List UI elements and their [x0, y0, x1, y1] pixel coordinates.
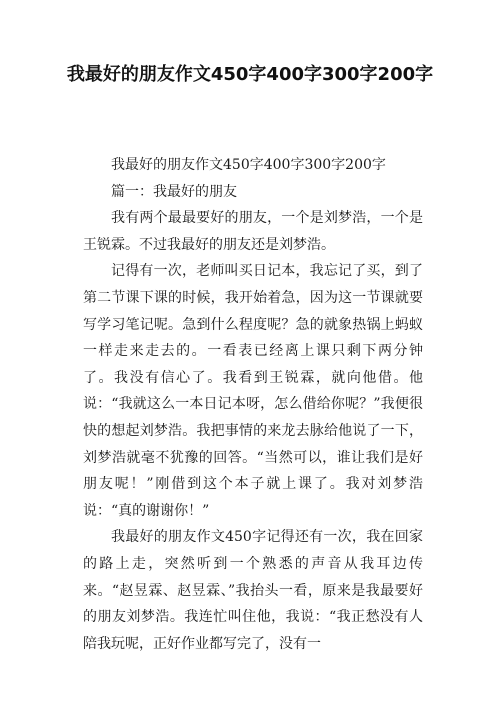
paragraph-heading-repeat: 我最好的朋友作文450字400字300字200字 [111, 157, 386, 173]
paragraph-section-title: 篇一：我最好的朋友 [111, 183, 237, 200]
paragraph-story-two: 我最好的朋友作文450字记得还有一次，我在回家的路上走，突然听到一个熟悉的声音从我耳边传来。“赵昱霖、赵昱霖、”我抬头一看，原来是我最要好的朋友刘梦浩。我连忙叫住他，我说：“我正愁没有人陪我玩呢，正好作业都写完了，没有一 [83, 529, 423, 652]
document-body [83, 152, 423, 657]
document-title: 我最好的朋友作文450字400字300字200字 [66, 64, 434, 85]
paragraph-story-one: 记得有一次，老师叫买日记本，我忘记了买，到了第二节课下课的时候，我开始着急，因为这一节课就要写学习笔记呢。急到什么程度呢？急的就象热锅上蚂蚁一样走来走去的。一看表已经离上课只剩下两分钟 了。我没有信心了。我看到王锐霖，就向他借。他说：“我就这么一本日记本呀，怎么借给你呢？”我便很快的想起刘梦浩。我把事情的来龙去脉给他说了一下，刘梦浩就毫不犹豫的回答。“当然可以，谁让我们是好朋友呢！”刚借到这个本子就上课了。我对刘梦浩说：“真的谢谢你！” [83, 263, 423, 519]
paragraph-intro: 我有两个最最要好的朋友，一个是刘梦浩，一个是王锐霖。不过我最好的朋友还是刘梦浩。 [83, 210, 423, 253]
